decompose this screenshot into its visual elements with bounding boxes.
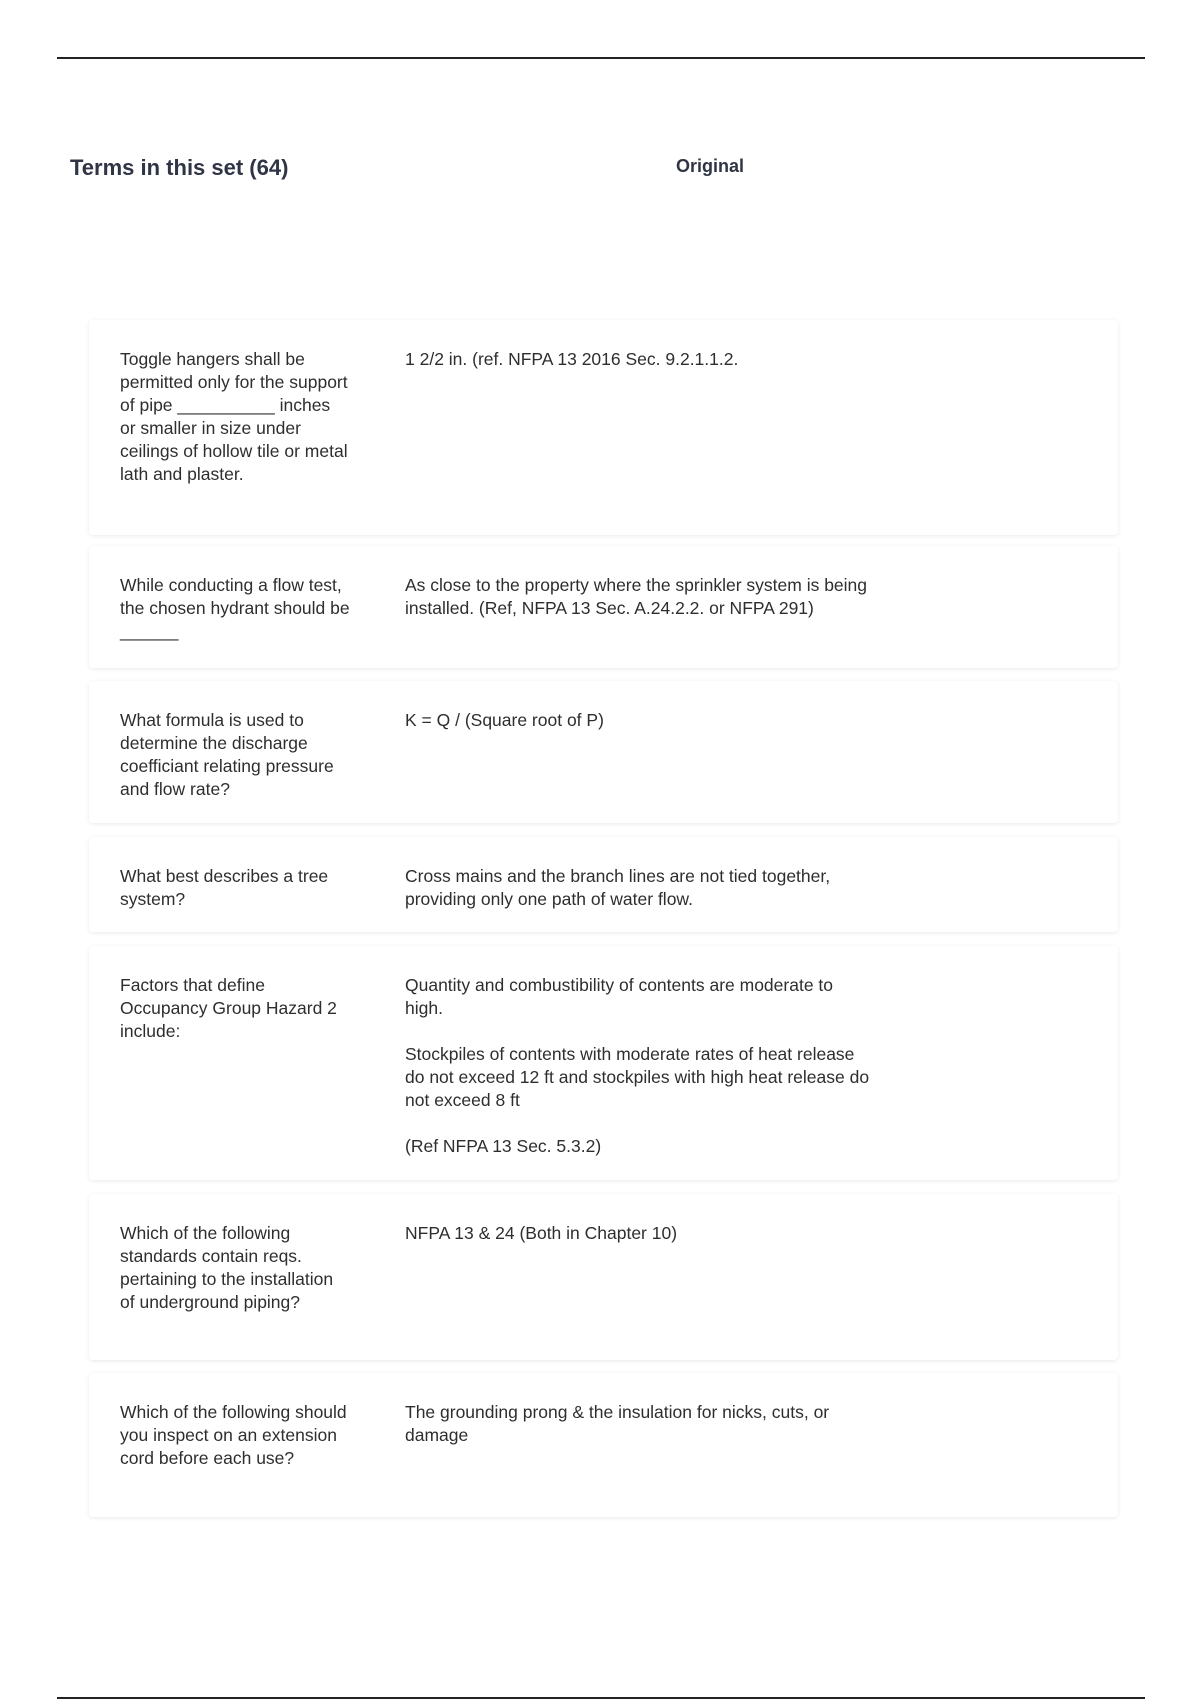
terms-heading: Terms in this set (64) (70, 155, 289, 180)
definition-text: Quantity and combustibility of contents are moderate to high. Stockpiles of contents with moderate rates of heat release do not exceed 12 ft and stockpiles with high heat release do not exceed 8 ft (Ref NFPA 13 Sec. 5.3.2) (405, 975, 870, 1156)
term-text: Which of the following should you inspect on an extension cord before each use? (120, 1402, 347, 1468)
term-text: Which of the following standards contain reqs. pertaining to the installation of underground piping? (120, 1223, 334, 1312)
term-text: Factors that define Occupancy Group Hazard 2 include: (120, 975, 337, 1041)
term-card (89, 837, 1118, 932)
top-divider (57, 57, 1145, 59)
term-card (89, 681, 1118, 823)
term-card (89, 1194, 1118, 1360)
definition-text: Cross mains and the branch lines are not tied together, providing only one path of water flow. (405, 866, 831, 909)
term-card (89, 1373, 1118, 1517)
definition-text: 1 2/2 in. (ref. NFPA 13 2016 Sec. 9.2.1.1.2. (405, 349, 739, 369)
term-text: What formula is used to determine the discharge coefficiant relating pressure and flow rate? (120, 710, 334, 799)
definition-text: As close to the property where the sprinkler system is being installed. (Ref, NFPA 13 Sec. A.24.2.2. or NFPA 291) (405, 575, 868, 618)
term-text: What best describes a tree system? (120, 866, 329, 909)
bottom-divider (57, 1697, 1145, 1699)
term-text: While conducting a flow test, the chosen hydrant should be ______ (120, 575, 350, 641)
original-column-label: Original (676, 156, 745, 176)
term-card (89, 546, 1118, 668)
definition-text: The grounding prong & the insulation for nicks, cuts, or damage (405, 1402, 830, 1445)
definition-text: K = Q / (Square root of P) (405, 710, 604, 730)
term-text: Toggle hangers shall be permitted only for the support of pipe __________ inches or smaller in size under ceilings of hollow tile or metal lath and plaster. (120, 349, 348, 484)
term-card (89, 320, 1118, 535)
term-card (89, 946, 1118, 1180)
definition-text: NFPA 13 & 24 (Both in Chapter 10) (405, 1223, 678, 1243)
